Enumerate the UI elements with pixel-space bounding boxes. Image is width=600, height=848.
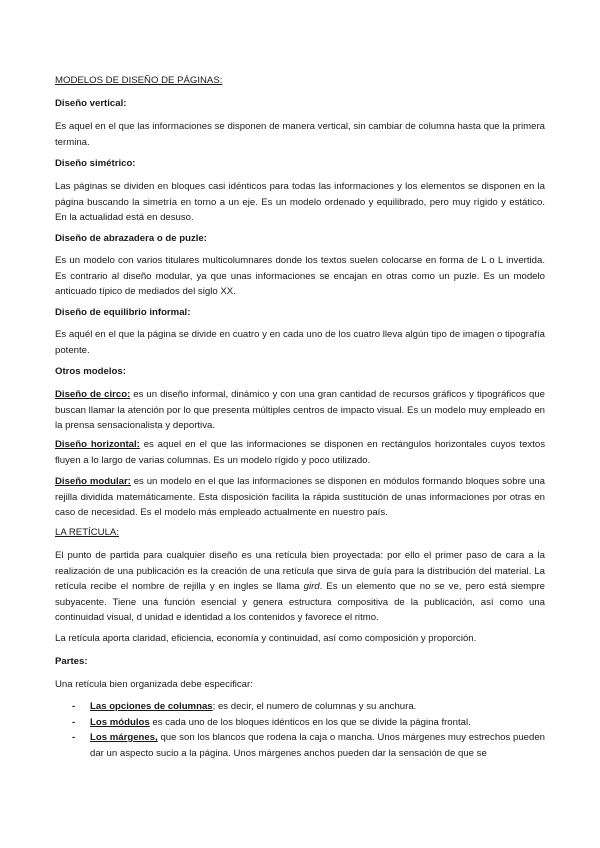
heading-abrazadera: Diseño de abrazadera o de puzle: <box>55 233 207 244</box>
list-item-text: es cada uno de los bloques idénticos en los que se divide la página frontal. <box>149 717 471 728</box>
list-item-term: Los módulos <box>90 717 150 728</box>
list-item-term: Las opciones de columnas <box>90 701 213 712</box>
partes-intro: Una retícula bien organizada debe especificar: <box>55 679 253 690</box>
text-modular: es un modelo en el que las informaciones se disponen en módulos formando bloques sobre una rejilla dividida matemáticamente. Esta disposición facilita la rápida sustitución de unas informaciones por otras en caso de necesidad. Es el modelo más empleado actualmente en nuestro país. <box>55 476 545 519</box>
paragraph-equilibrio: Es aquél en el que la página se divide en cuatro y en cada uno de los cuatro lleva algún tipo de imagen o tipografía potente. <box>55 329 545 356</box>
paragraph-abrazadera: Es un modelo con varios titulares multicolumnares donde los textos suelen colocarse en forma de L o L invertida. Es contrario al diseño modular, ya que unas informaciones se encajan en otras como un puzle. Es un modelo anticuado típico de mediados del siglo XX. <box>55 255 545 298</box>
heading-vertical: Diseño vertical: <box>55 98 127 109</box>
list-dash: - <box>72 717 76 728</box>
reticula-italic-term: gird <box>303 581 320 593</box>
list-item <box>71 699 545 715</box>
paragraph-circo <box>55 387 545 434</box>
paragraph-horizontal <box>55 437 545 468</box>
text-horizontal: es aquel en el que las informaciones se disponen en rectángulos horizontales cuyos textos fluyen a lo largo de varias columnas. Es un modelo rígido y poco utilizado. <box>55 439 545 466</box>
term-circo: Diseño de circo: <box>55 389 131 400</box>
reticula-text-a: El punto de partida para cualquier diseño es una retícula bien proyectada: por ello el primer paso de cara a la realización de una publicación es la creación de una retícula que sirva de guía para la distribución del material. La retícula recibe el nombre de rejilla y en ingles se llama <box>55 550 545 593</box>
heading-reticula: LA RETÍCULA: <box>55 527 119 538</box>
term-modular: Diseño modular: <box>55 476 131 487</box>
reticula-text-b: . Es un elemento que no se ve, pero está siempre subyacente. Tiene una función esencial y genera estructura compositiva de la publicación, así como una continuidad visual, d unidad e identidad a los contenidos y favorece el ritmo. <box>55 581 546 624</box>
list-dash: - <box>72 732 76 743</box>
heading-otros-modelos: Otros modelos: <box>55 366 126 377</box>
text-circo: es un diseño informal, dinámico y con una gran cantidad de recursos gráficos y tipográficos que buscan llamar la atención por lo que presenta múltiples centros de impacto visual. Es un modelo muy empleado en la prensa sensacionalista y deportiva. <box>55 389 546 432</box>
heading-simetrico: Diseño simétrico: <box>55 158 136 169</box>
paragraph-reticula-1 <box>55 548 545 626</box>
term-horizontal: Diseño horizontal: <box>55 439 140 450</box>
list-dash: - <box>72 701 76 712</box>
paragraph-modular <box>55 474 545 521</box>
list-item-text: ; es decir, el numero de columnas y su anchura. <box>212 701 417 712</box>
list-item <box>71 730 545 761</box>
list-item <box>71 715 545 731</box>
heading-partes: Partes: <box>55 656 88 667</box>
paragraph-reticula-2: La retícula aporta claridad, eficiencia, economía y continuidad, así como composición y proporción. <box>55 633 477 644</box>
paragraph-vertical: Es aquel en el que las informaciones se disponen de manera vertical, sin cambiar de columna hasta que la primera termina. <box>55 121 545 148</box>
page-title: MODELOS DE DISEÑO DE PÁGINAS: <box>55 75 223 86</box>
paragraph-simetrico: Las páginas se dividen en bloques casi idénticos para todas las informaciones y los elementos se disponen en la página buscando la simetría en torno a un eje. Es un modelo ordenado y equilibrado, pero muy rígido y estático. En la actualidad está en desuso. <box>55 181 545 224</box>
heading-equilibrio: Diseño de equilibrio informal: <box>55 307 191 318</box>
list-item-text: que son los blancos que rodena la caja o mancha. Unos márgenes muy estrechos pueden dar un aspecto sucio a la página. Unos márgenes anchos pueden dar la sensación de que se <box>90 732 546 759</box>
list-item-term: Los márgenes, <box>90 732 158 743</box>
